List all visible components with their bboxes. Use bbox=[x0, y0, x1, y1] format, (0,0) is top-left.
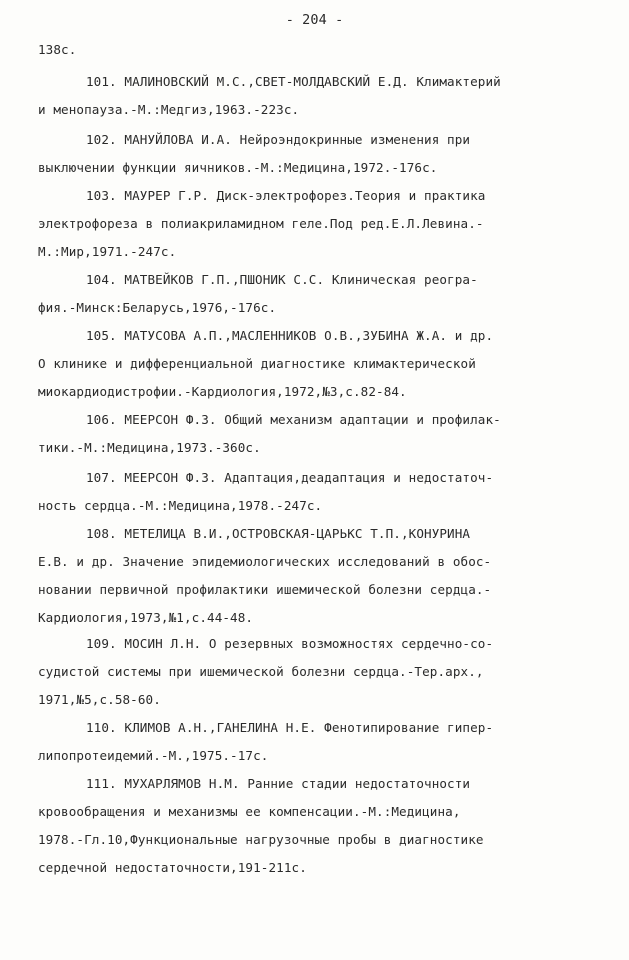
reference-entry-line: судистой системы при ишемической болезни сердца.-Тер.арх., bbox=[38, 664, 484, 679]
reference-entry-line: и менопауза.-М.:Медгиз,1963.-223с. bbox=[38, 102, 300, 117]
reference-entry-first-line: 111. МУХАРЛЯМОВ Н.М. Ранние стадии недостаточности bbox=[86, 776, 471, 791]
reference-entry-first-line: 104. МАТВЕЙКОВ Г.П.,ПШОНИК С.С. Клиническая реогра- bbox=[86, 272, 478, 287]
reference-entry-line: Е.В. и др. Значение эпидемиологических исследований в обос- bbox=[38, 554, 492, 569]
reference-entry-line: миокардиодистрофии.-Кардиология,1972,№3,с.82-84. bbox=[38, 384, 407, 399]
reference-entry-line: липопротеидемий.-М.,1975.-17с. bbox=[38, 748, 269, 763]
reference-entry-line: фия.-Минск:Беларусь,1976,-176с. bbox=[38, 300, 277, 315]
reference-entry-first-line: 106. МЕЕРСОН Ф.З. Общий механизм адаптации и профилак- bbox=[86, 412, 501, 427]
continuation-text: 138с. bbox=[38, 42, 77, 57]
reference-entry-first-line: 103. МАУРЕР Г.Р. Диск-электрофорез.Теория и практика bbox=[86, 188, 486, 203]
page-number: - 204 - bbox=[285, 12, 344, 28]
reference-entry-first-line: 102. МАНУЙЛОВА И.А. Нейроэндокринные изменения при bbox=[86, 132, 471, 147]
reference-entry-line: сердечной недостаточности,191-211с. bbox=[38, 860, 307, 875]
reference-entry-line: ность сердца.-М.:Медицина,1978.-247с. bbox=[38, 498, 323, 513]
reference-entry-first-line: 105. МАТУСОВА А.П.,МАСЛЕННИКОВ О.В.,ЗУБИНА Ж.А. и др. bbox=[86, 328, 494, 343]
reference-entry-line: тики.-М.:Медицина,1973.-360с. bbox=[38, 440, 261, 455]
reference-entry-line: О клинике и дифференциальной диагностике климактерической bbox=[38, 356, 476, 371]
reference-entry-line: кровообращения и механизмы ее компенсации.-М.:Медицина, bbox=[38, 804, 461, 819]
reference-entry-line: Кардиология,1973,№1,с.44-48. bbox=[38, 610, 254, 625]
reference-entry-line: 1978.-Гл.10,Функциональные нагрузочные пробы в диагностике bbox=[38, 832, 484, 847]
reference-entry-line: электрофореза в полиакриламидном геле.Под ред.Е.Л.Левина.- bbox=[38, 216, 484, 231]
reference-entry-first-line: 108. МЕТЕЛИЦА В.И.,ОСТРОВСКАЯ-ЦАРЬКС Т.П.,КОНУРИНА bbox=[86, 526, 471, 541]
reference-entry-first-line: 101. МАЛИНОВСКИЙ М.С.,СВЕТ-МОЛДАВСКИЙ Е.Д. Климактерий bbox=[86, 74, 501, 89]
reference-entry-line: новании первичной профилактики ишемической болезни сердца.- bbox=[38, 582, 492, 597]
reference-entry-line: М.:Мир,1971.-247с. bbox=[38, 244, 177, 259]
reference-entry-first-line: 107. МЕЕРСОН Ф.З. Адаптация,деадаптация и недостаточ- bbox=[86, 470, 494, 485]
reference-entry-first-line: 109. МОСИН Л.Н. О резервных возможностях сердечно-со- bbox=[86, 636, 494, 651]
reference-entry-first-line: 110. КЛИМОВ А.Н.,ГАНЕЛИНА Н.Е. Фенотипирование гипер- bbox=[86, 720, 494, 735]
reference-entry-line: 1971,№5,с.58-60. bbox=[38, 692, 161, 707]
reference-entry-line: выключении функции яичников.-М.:Медицина,1972.-176с. bbox=[38, 160, 438, 175]
